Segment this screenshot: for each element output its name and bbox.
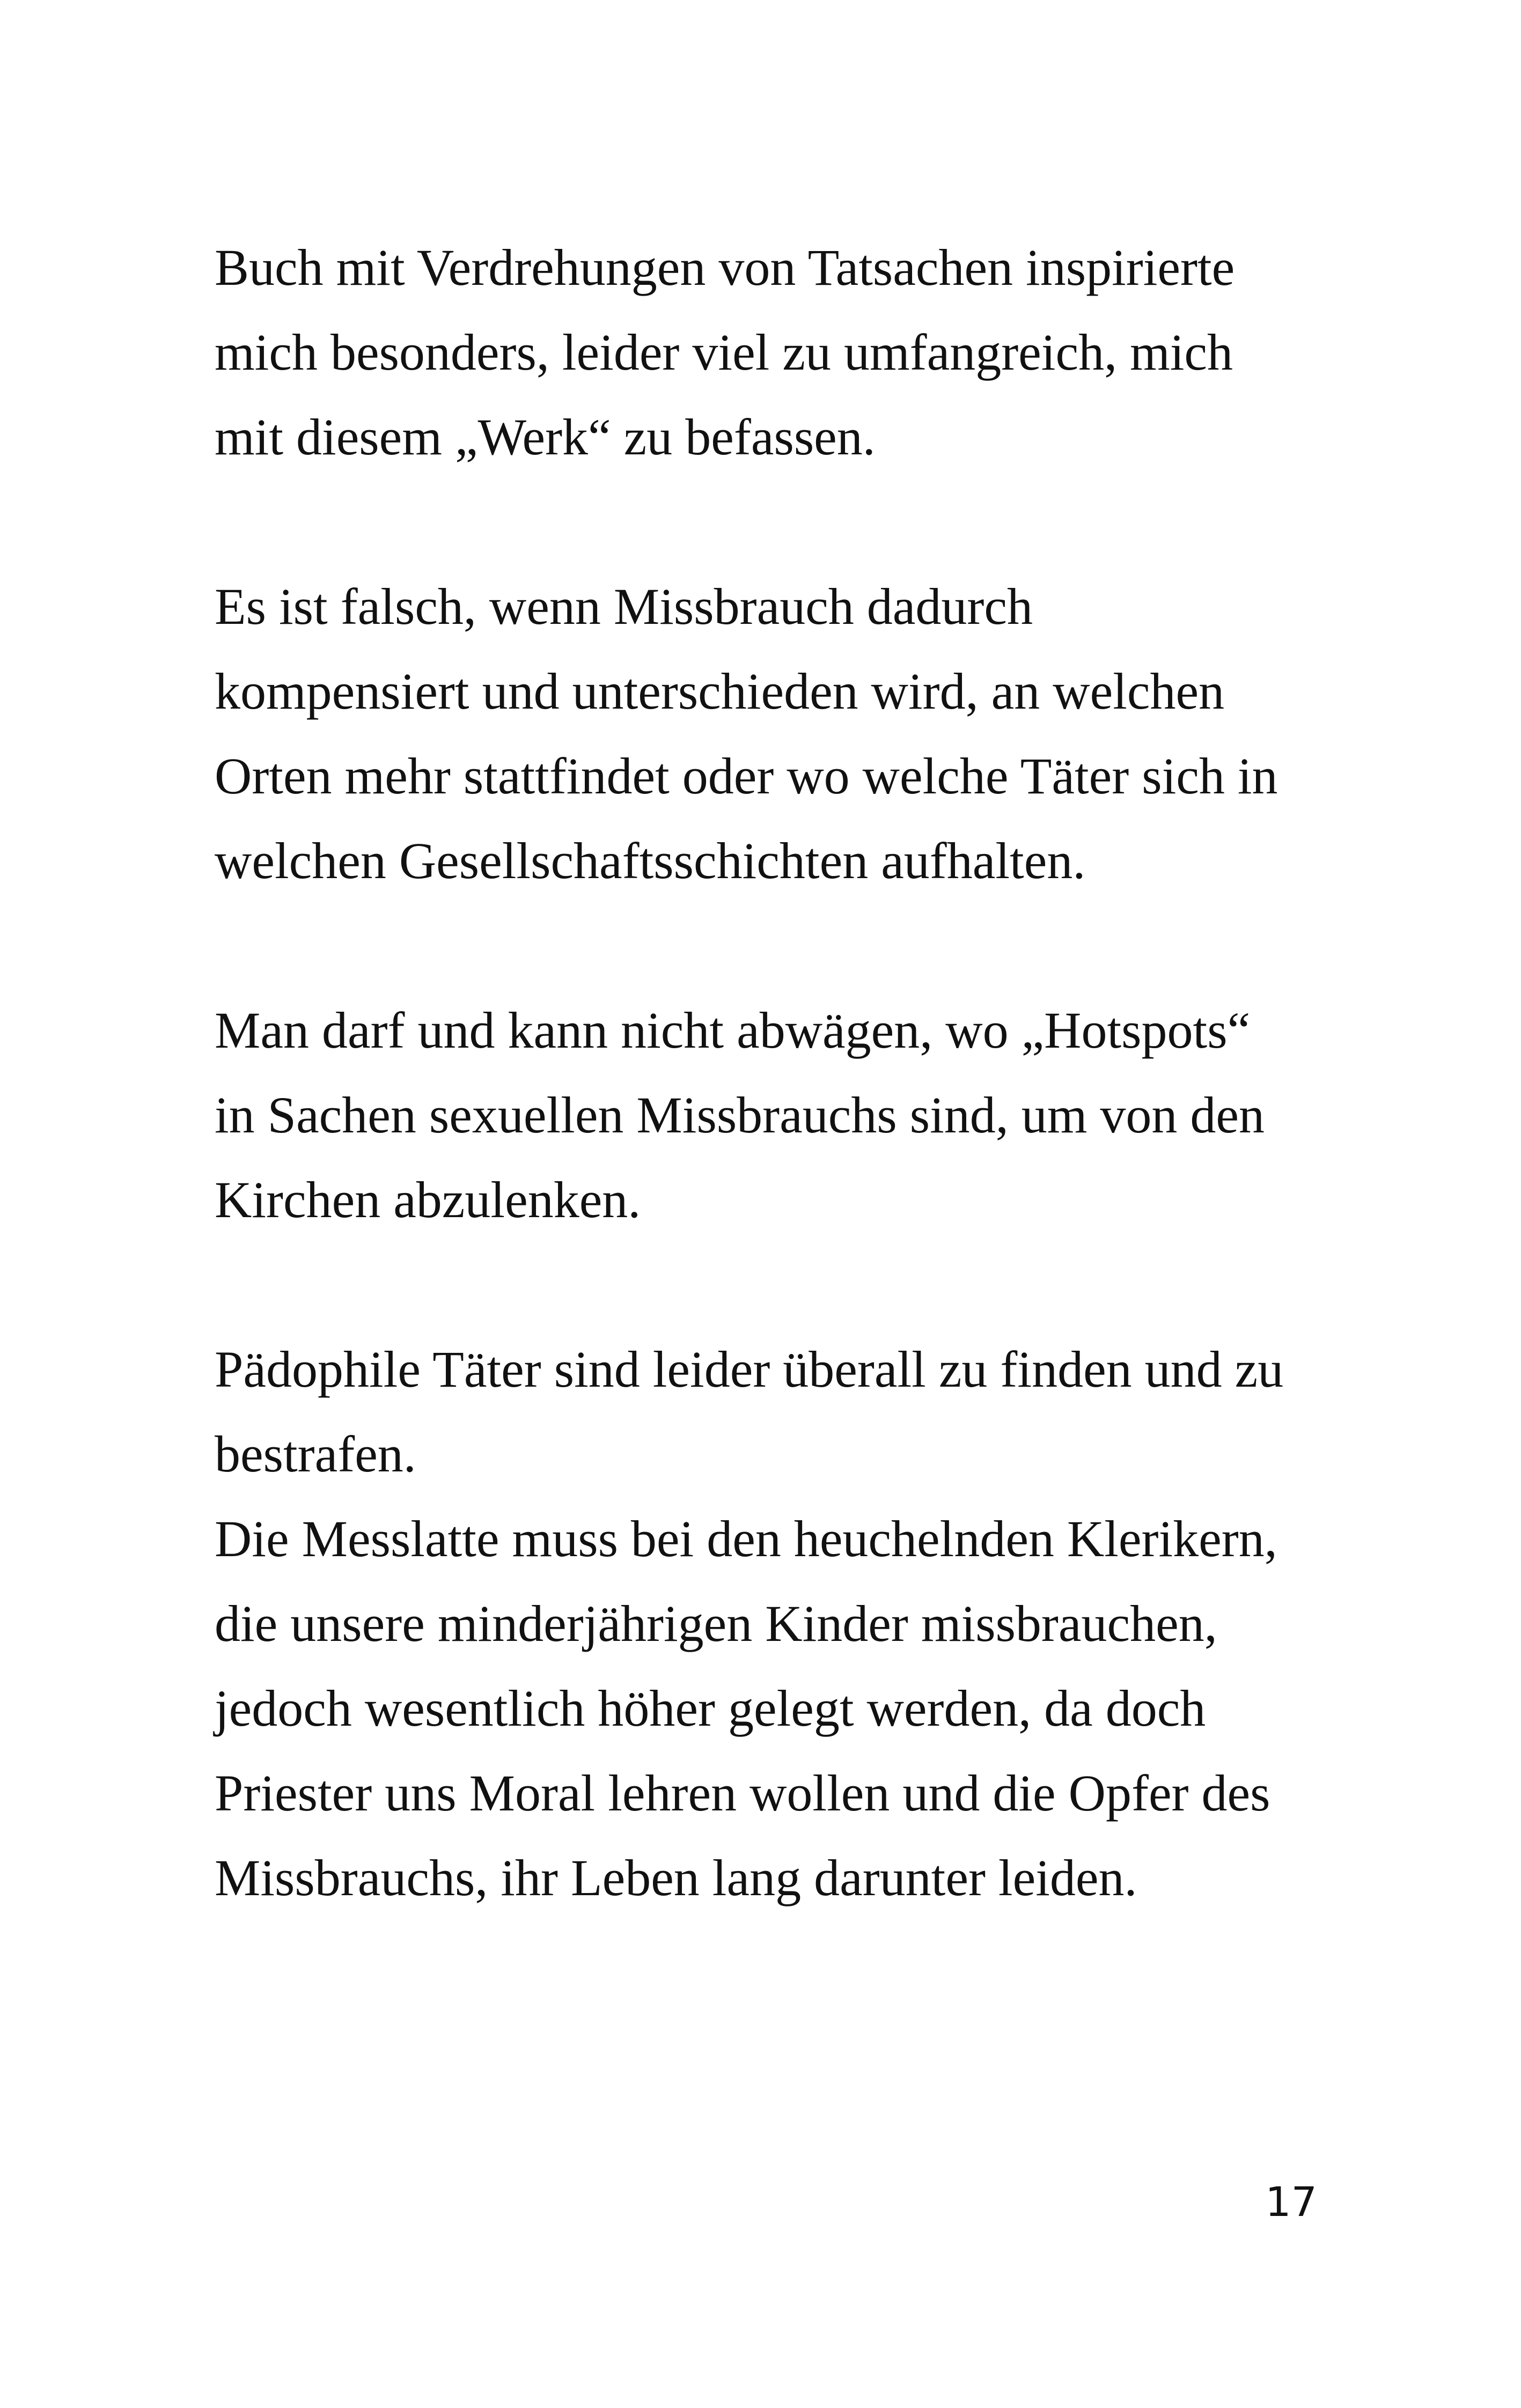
- text-line: Buch mit Verdrehungen von Tatsachen inspirierte: [215, 239, 1235, 296]
- paragraph-gap: [215, 903, 1363, 988]
- paragraph-4: [215, 1327, 1363, 1920]
- text-line: Priester uns Moral lehren wollen und die Opfer des: [215, 1764, 1270, 1822]
- text-line: mich besonders, leider viel zu umfangreich, mich: [215, 323, 1233, 381]
- paragraph-gap: [215, 1242, 1363, 1327]
- paragraph-3: [215, 988, 1363, 1242]
- text-line: die unsere minderjährigen Kinder missbrauchen,: [215, 1595, 1217, 1652]
- text-line: Es ist falsch, wenn Missbrauch dadurch: [215, 578, 1033, 635]
- body-text: [215, 225, 1363, 1920]
- text-line: Missbrauchs, ihr Leben lang darunter leiden.: [215, 1849, 1137, 1906]
- text-line: bestrafen.: [215, 1425, 416, 1483]
- text-line: mit diesem „Werk“ zu befassen.: [215, 408, 876, 466]
- paragraph-gap: [215, 480, 1363, 564]
- text-line: in Sachen sexuellen Missbrauchs sind, um von den: [215, 1086, 1265, 1144]
- text-line: jedoch wesentlich höher gelegt werden, da doch: [215, 1680, 1206, 1737]
- text-line: Orten mehr stattfindet oder wo welche Täter sich in: [215, 747, 1278, 805]
- paragraph-1: [215, 225, 1363, 480]
- text-line: Die Messlatte muss bei den heuchelnden Klerikern,: [215, 1510, 1277, 1567]
- text-line: Kirchen abzulenken.: [215, 1171, 641, 1228]
- text-line: welchen Gesellschaftsschichten aufhalten.: [215, 832, 1086, 889]
- page-number: 17: [1265, 2178, 1317, 2226]
- text-line: kompensiert und unterschieden wird, an welchen: [215, 662, 1225, 720]
- text-line: Man darf und kann nicht abwägen, wo „Hotspots“: [215, 1002, 1251, 1059]
- paragraph-2: [215, 564, 1363, 903]
- text-line: Pädophile Täter sind leider überall zu finden und zu: [215, 1341, 1284, 1398]
